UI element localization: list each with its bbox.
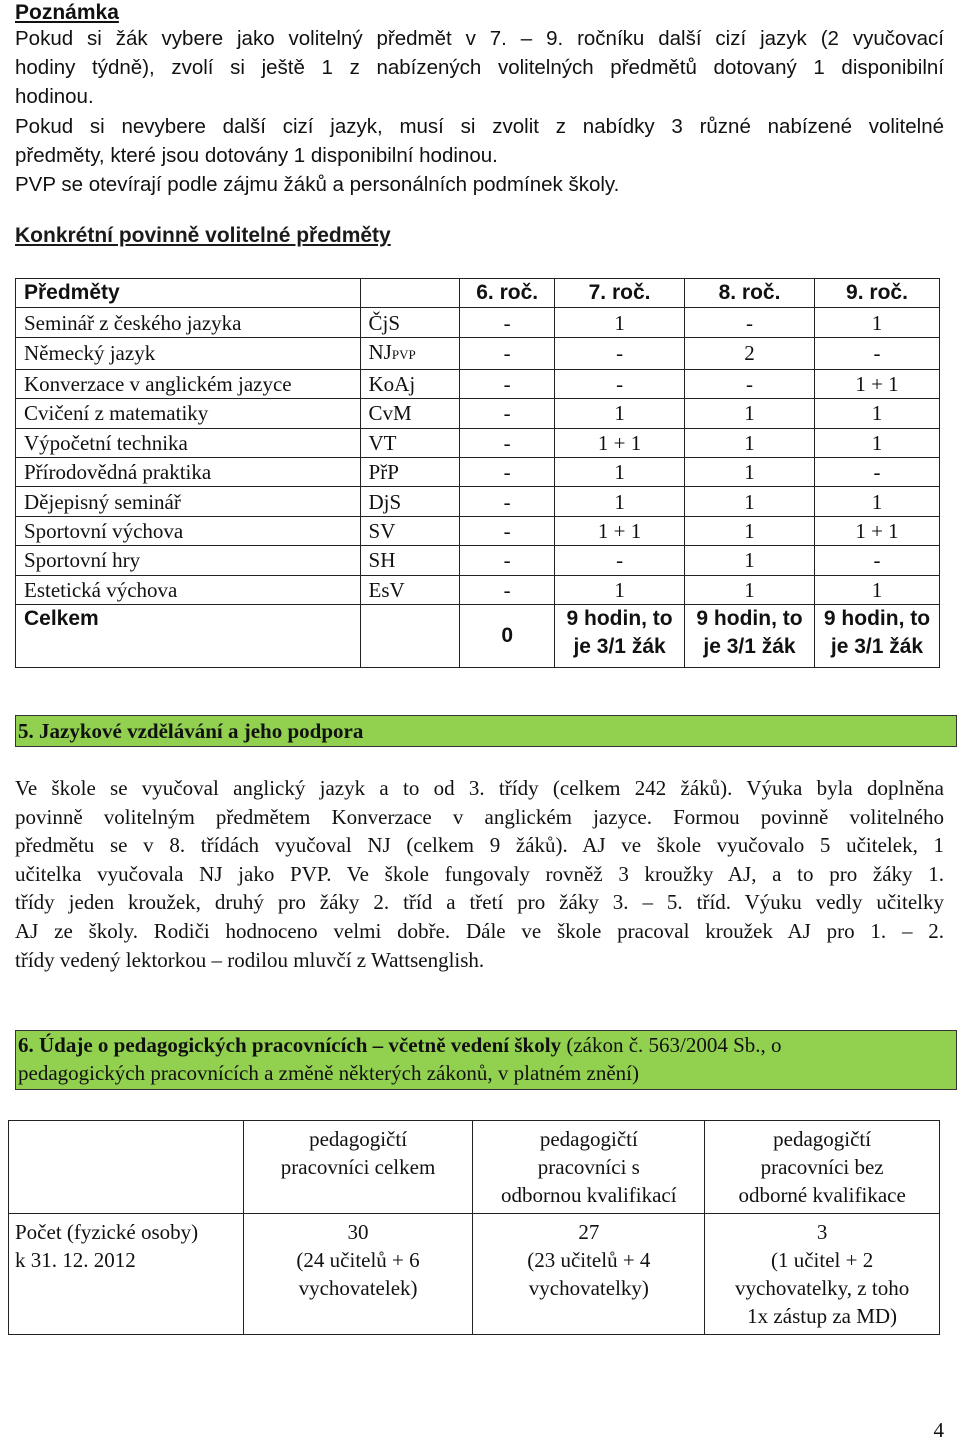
subject-name: Seminář z českého jazyka xyxy=(16,308,361,337)
hours-y7: 1 xyxy=(555,575,685,604)
total-8-line: je 3/1 žák xyxy=(703,634,796,658)
hours-y6: - xyxy=(460,487,555,516)
hours-y6: - xyxy=(460,428,555,457)
total-9-line: 9 hodin, to xyxy=(823,606,931,630)
hours-y9: 1 xyxy=(814,575,939,604)
total-7 xyxy=(555,604,685,667)
hours-y8: 1 xyxy=(685,428,815,457)
hours-y9: 1 + 1 xyxy=(814,369,939,398)
table-row xyxy=(16,337,940,369)
hours-y9: 1 + 1 xyxy=(814,516,939,545)
total-7-line: 9 hodin, to xyxy=(566,606,673,630)
section5-line: třídy jeden kroužek, druhý pro žáky 2. tříd a třetí pro žáky 3. – 5. tříd. Výuku vedly učitelky xyxy=(15,890,944,915)
staff-header-line: odbornou kvalifikací xyxy=(501,1183,677,1207)
table-row xyxy=(16,457,940,486)
note-line: hodinou. xyxy=(15,85,94,109)
table-total-row xyxy=(16,604,940,667)
subject-code-text: VT xyxy=(368,430,397,455)
total-6: 0 xyxy=(460,604,555,667)
header-cell: 6. roč. xyxy=(460,279,555,308)
staff-header-row xyxy=(9,1121,940,1214)
subject-code xyxy=(360,457,460,486)
subject-code-text: PřP xyxy=(368,460,399,485)
hours-y6: - xyxy=(460,457,555,486)
hours-y7: 1 xyxy=(555,399,685,428)
staff-unqualified-cell xyxy=(705,1214,940,1335)
subject-name: Dějepisný seminář xyxy=(16,487,361,516)
staff-total-line: vychovatelek) xyxy=(298,1276,418,1300)
table-row xyxy=(16,575,940,604)
staff-header-line: pracovníci bez xyxy=(760,1155,884,1179)
staff-data-row xyxy=(9,1214,940,1335)
hours-y7: 1 xyxy=(555,487,685,516)
note-line: hodiny týdně), zvolí si ještě 1 z nabízených volitelných předmětů dotovaný 1 disponibilní xyxy=(15,56,944,80)
hours-y7: - xyxy=(555,546,685,575)
subject-name: Sportovní hry xyxy=(16,546,361,575)
hours-y8: - xyxy=(685,369,815,398)
hours-y7: 1 xyxy=(555,457,685,486)
section5-line: učitelka vyučovala NJ jako PVP. Ve škole fungovaly rovněž 3 kroužky AJ, a to pro žáky 1. xyxy=(15,861,944,886)
total-empty-cell xyxy=(360,604,460,667)
hours-y9: 1 xyxy=(814,428,939,457)
hours-y8: 1 xyxy=(685,516,815,545)
total-8-line: 9 hodin, to xyxy=(696,606,803,630)
section5-line: třídy vedený lektorkou – rodilou mluvčí z Wattsenglish. xyxy=(15,947,485,972)
staff-unqualified-line: 3 xyxy=(816,1220,828,1244)
hours-y7: 1 + 1 xyxy=(555,516,685,545)
staff-qualified-line: 27 xyxy=(578,1220,600,1244)
subject-code xyxy=(360,369,460,398)
subject-name: Cvičení z matematiky xyxy=(16,399,361,428)
hours-y9: - xyxy=(814,337,939,369)
staff-qualified-line: (23 učitelů + 4 xyxy=(527,1248,651,1272)
staff-row-label-line: Počet (fyzické osoby) xyxy=(15,1220,199,1244)
subject-code-text: NJ xyxy=(368,339,392,364)
staff-header-line: pracovníci s xyxy=(537,1155,640,1179)
table-header-row xyxy=(16,279,940,308)
header-cell: 9. roč. xyxy=(814,279,939,308)
section5-heading-bar xyxy=(15,715,957,747)
hours-y7: 1 + 1 xyxy=(555,428,685,457)
section5-line: AJ ze školy. Rodiči hodnoceno velmi dobře. Dále ve škole pracoval kroužek AJ pro 1. – 2. xyxy=(15,918,944,943)
subject-code xyxy=(360,575,460,604)
section6-heading xyxy=(16,1031,956,1059)
hours-y7: - xyxy=(555,369,685,398)
total-7-line: je 3/1 žák xyxy=(573,634,666,658)
hours-y6: - xyxy=(460,575,555,604)
hours-y7: 1 xyxy=(555,308,685,337)
staff-unqualified-line: 1x zástup za MD) xyxy=(747,1304,898,1328)
header-cell: 8. roč. xyxy=(685,279,815,308)
total-8 xyxy=(685,604,815,667)
hours-y6: - xyxy=(460,337,555,369)
hours-y6: - xyxy=(460,399,555,428)
subject-code-text: SH xyxy=(368,548,396,573)
staff-header-total xyxy=(243,1121,473,1214)
subject-code xyxy=(360,428,460,457)
table-row xyxy=(16,546,940,575)
subject-code xyxy=(360,487,460,516)
section5-line: Ve škole se vyučoval anglický jazyk a to od 3. třídy (celkem 242 žáků). Výuka byla doplněna xyxy=(15,776,944,800)
table-row xyxy=(16,428,940,457)
staff-qualified-cell xyxy=(473,1214,705,1335)
hours-y8: 2 xyxy=(685,337,815,369)
note-line: předměty, které jsou dotovány 1 disponibilní hodinou. xyxy=(15,143,498,167)
staff-unqualified-line: vychovatelky, z toho xyxy=(735,1276,910,1300)
staff-header-line: odborné kvalifikace xyxy=(738,1183,906,1207)
subject-code xyxy=(360,516,460,545)
total-label: Celkem xyxy=(16,604,361,667)
hours-y6: - xyxy=(460,546,555,575)
subject-name: Konverzace v anglickém jazyce xyxy=(16,369,361,398)
subject-name: Sportovní výchova xyxy=(16,516,361,545)
section5-line: povinně volitelným předmětem Konverzace v anglickém jazyce. Formou povinně volitelného xyxy=(15,804,944,829)
hours-y6: - xyxy=(460,369,555,398)
staff-unqualified-line: (1 učitel + 2 xyxy=(770,1248,874,1272)
hours-y9: 1 xyxy=(814,487,939,516)
subject-code-text: DjS xyxy=(368,489,402,514)
table-row xyxy=(16,369,940,398)
section6-heading-bold: 6. Údaje o pedagogických pracovnících – včetně vedení školy xyxy=(18,1033,562,1057)
page-number: 4 xyxy=(933,1418,944,1442)
staff-header-empty xyxy=(9,1121,244,1214)
staff-header-qualified xyxy=(473,1121,705,1214)
table-row xyxy=(16,308,940,337)
section6-heading-bar xyxy=(15,1030,957,1090)
section5-line: předmětu se v 8. třídách vyučoval NJ (celkem 9 žáků). AJ ve škole vyučovalo 5 učitelek, 1 xyxy=(15,833,944,858)
hours-y9: - xyxy=(814,457,939,486)
staff-total-cell xyxy=(243,1214,473,1335)
subject-name: Výpočetní technika xyxy=(16,428,361,457)
hours-y8: 1 xyxy=(685,399,815,428)
hours-y8: 1 xyxy=(685,457,815,486)
staff-row-label xyxy=(9,1214,244,1335)
subject-code-suffix: PVP xyxy=(391,346,416,362)
staff-total-line: (24 učitelů + 6 xyxy=(296,1248,420,1272)
subject-code-text: CvM xyxy=(368,401,412,426)
hours-y9: 1 xyxy=(814,399,939,428)
section6-heading-line2: pedagogických pracovnících a změně některých zákonů, v platném znění) xyxy=(18,1061,639,1085)
subject-code xyxy=(360,546,460,575)
note-text xyxy=(15,24,944,199)
hours-y7: - xyxy=(555,337,685,369)
staff-table xyxy=(8,1120,940,1335)
section5-text xyxy=(15,774,944,974)
hours-y9: 1 xyxy=(814,308,939,337)
subjects-table xyxy=(15,278,940,668)
staff-header-line: pedagogičtí xyxy=(773,1127,872,1151)
header-cell: 7. roč. xyxy=(555,279,685,308)
staff-header-line: pedagogičtí xyxy=(309,1127,408,1151)
staff-header-line: pracovníci celkem xyxy=(280,1155,436,1179)
hours-y6: - xyxy=(460,516,555,545)
note-line: Pokud si žák vybere jako volitelný předmět v 7. – 9. ročníku další cizí jazyk (2 vyučovací xyxy=(15,27,944,50)
hours-y8: 1 xyxy=(685,546,815,575)
note-heading: Poznámka xyxy=(15,1,119,24)
note-line: Pokud si nevybere další cizí jazyk, musí si zvolit z nabídky 3 různé nabízené volitelné xyxy=(15,114,944,138)
hours-y8: 1 xyxy=(685,487,815,516)
subject-code-text: EsV xyxy=(368,577,405,602)
subject-code-text: SV xyxy=(368,518,396,543)
hours-y6: - xyxy=(460,308,555,337)
subject-code xyxy=(360,399,460,428)
table-row xyxy=(16,516,940,545)
subject-name: Přírodovědná praktika xyxy=(16,457,361,486)
hours-y8: - xyxy=(685,308,815,337)
table-row xyxy=(16,399,940,428)
subject-code-text: ČjS xyxy=(368,310,401,335)
total-9 xyxy=(814,604,939,667)
total-9-line: je 3/1 žák xyxy=(830,634,924,658)
section6-heading-rest: (zákon č. 563/2004 Sb., o xyxy=(561,1033,782,1057)
subject-name: Estetická výchova xyxy=(16,575,361,604)
hours-y9: - xyxy=(814,546,939,575)
subject-code-text: KoAj xyxy=(368,371,416,396)
subjects-title: Konkrétní povinně volitelné předměty xyxy=(15,224,391,247)
staff-total-line: 30 xyxy=(347,1220,369,1244)
staff-header-line: pedagogičtí xyxy=(539,1127,638,1151)
note-line: PVP se otevírají podle zájmu žáků a personálních podmínek školy. xyxy=(15,173,620,197)
staff-qualified-line: vychovatelky) xyxy=(528,1276,649,1300)
subject-name: Německý jazyk xyxy=(16,337,361,369)
staff-header-unqualified xyxy=(705,1121,940,1214)
hours-y8: 1 xyxy=(685,575,815,604)
header-cell: Předměty xyxy=(16,279,361,308)
header-cell xyxy=(360,279,460,308)
staff-row-label-line: k 31. 12. 2012 xyxy=(15,1248,136,1272)
subject-code xyxy=(360,308,460,337)
section5-heading: 5. Jazykové vzdělávání a jeho podpora xyxy=(18,719,364,743)
table-row xyxy=(16,487,940,516)
subject-code xyxy=(360,337,460,369)
